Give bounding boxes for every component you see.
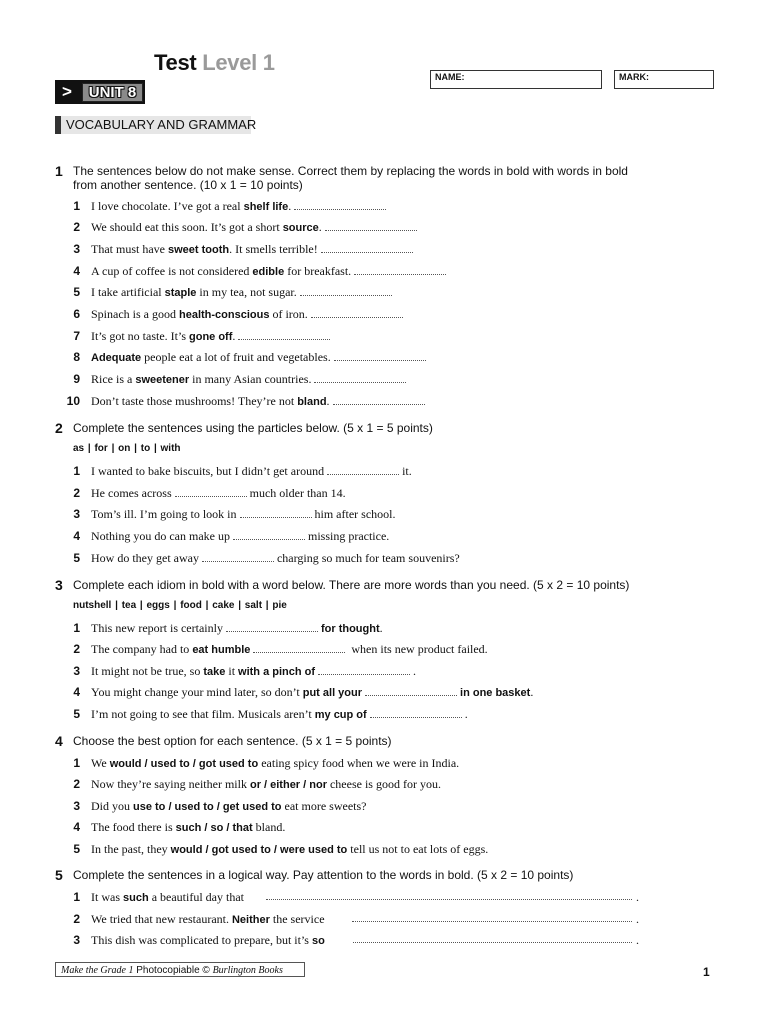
q1-item-number: 3 [73, 242, 80, 256]
answer-blank[interactable] [226, 623, 318, 632]
q1-item: Rice is a sweetener in many Asian countries. [91, 372, 409, 387]
answer-line[interactable] [266, 899, 632, 900]
q4-item: In the past, they would / got used to / were used to tell us not to eat lots of eggs. [91, 842, 489, 856]
q4-item-number: 4 [73, 820, 80, 834]
q1-item: Don’t taste those mushrooms! They’re not bland. [91, 394, 428, 409]
q4-item: We would / used to / got used to eating spicy food when we were in India. [91, 756, 460, 770]
test-title [154, 50, 275, 76]
q2-item-number: 4 [73, 529, 80, 543]
q3-item: The company had to eat humble when its new product failed. [91, 642, 488, 656]
q2-item-number: 2 [73, 486, 80, 500]
section-header [55, 116, 257, 134]
answer-blank[interactable] [202, 553, 274, 562]
q1-item-number: 5 [73, 285, 80, 299]
q3-item-number: 1 [73, 621, 80, 635]
q2-item: How do they get away charging so much for team souvenirs? [91, 551, 460, 565]
q1-instructions: The sentences below do not make sense. Correct them by replacing the words in bold with words in bold from another sentence. (10 x 1 = 10 points) [73, 164, 628, 192]
q3-word-bank: nutshell | tea | eggs | food | cake | salt | pie [73, 600, 287, 611]
q1-item-number: 7 [73, 329, 80, 343]
section-title: VOCABULARY AND GRAMMAR [66, 117, 257, 132]
answer-blank[interactable] [238, 331, 330, 340]
mark-label: MARK: [619, 72, 649, 82]
q4-number: 4 [55, 733, 63, 749]
q2-item-number: 1 [73, 464, 80, 478]
q1-number: 1 [55, 163, 63, 179]
q1-item: Spinach is a good health-conscious of iron. [91, 307, 406, 322]
answer-blank[interactable] [365, 687, 457, 696]
q3-item: I’m not going to see that film. Musicals aren’t my cup of . [91, 707, 468, 721]
answer-line[interactable] [352, 921, 632, 922]
q5-item: We tried that new restaurant. Neither the service [91, 912, 325, 926]
q3-item-number: 3 [73, 664, 80, 678]
q5-item-number: 3 [73, 933, 80, 947]
chevron-right-icon: > [62, 82, 72, 101]
name-label: NAME: [435, 72, 465, 82]
answer-blank[interactable] [300, 287, 392, 296]
section-bar [55, 116, 61, 134]
q1-item: I take artificial staple in my tea, not sugar. [91, 285, 395, 300]
q4-item-number: 3 [73, 799, 80, 813]
answer-blank[interactable] [233, 531, 305, 540]
title-level: Level 1 [202, 50, 275, 75]
q1-item: Adequate people eat a lot of fruit and vegetables. [91, 350, 429, 365]
q1-item-number: 2 [73, 220, 80, 234]
q4-item-number: 1 [73, 756, 80, 770]
answer-blank[interactable] [321, 244, 413, 253]
q1-item: A cup of coffee is not considered edible for breakfast. [91, 264, 449, 279]
q4-item-number: 5 [73, 842, 80, 856]
q1-item-number: 1 [73, 199, 80, 213]
publisher-name: Burlington Books [212, 965, 283, 976]
unit-box [82, 83, 143, 102]
q4-item: Now they’re saying neither milk or / either / nor cheese is good for you. [91, 777, 441, 791]
answer-blank[interactable] [240, 509, 312, 518]
q1-item: That must have sweet tooth. It smells terrible! [91, 242, 416, 257]
q4-item: Did you use to / used to / get used to eat more sweets? [91, 799, 367, 813]
q5-number: 5 [55, 867, 63, 883]
answer-blank[interactable] [294, 201, 386, 210]
unit-label: UNIT 8 [88, 84, 137, 101]
page-number: 1 [703, 965, 710, 979]
q1-item: I love chocolate. I’ve got a real shelf life. [91, 199, 389, 214]
q2-number: 2 [55, 420, 63, 436]
q2-item: I wanted to bake biscuits, but I didn’t get around it. [91, 464, 412, 478]
q1-item-number: 10 [66, 394, 80, 408]
name-field[interactable] [430, 70, 602, 89]
q5-item-number: 1 [73, 890, 80, 904]
q3-item-number: 5 [73, 707, 80, 721]
q1-item-number: 9 [73, 372, 80, 386]
q3-item-number: 2 [73, 642, 80, 656]
footer-credit [55, 962, 305, 977]
q2-item: Nothing you do can make up missing practice. [91, 529, 390, 543]
q2-item-number: 5 [73, 551, 80, 565]
period: . [636, 912, 639, 926]
q4-instructions: Choose the best option for each sentence. (5 x 1 = 5 points) [73, 734, 392, 748]
series-name: Make the Grade 1 [61, 965, 134, 976]
q2-word-bank: as | for | on | to | with [73, 443, 181, 454]
mark-field[interactable] [614, 70, 714, 89]
q2-item: Tom’s ill. I’m going to look in him after school. [91, 507, 396, 521]
q4-item: The food there is such / so / that bland. [91, 820, 286, 834]
q5-item-number: 2 [73, 912, 80, 926]
answer-blank[interactable] [318, 666, 410, 675]
copyright-text: Photocopiable © [133, 965, 213, 976]
answer-blank[interactable] [175, 488, 247, 497]
q5-instructions: Complete the sentences in a logical way. Pay attention to the words in bold. (5 x 2 = 10 points) [73, 868, 574, 882]
answer-line[interactable] [353, 942, 632, 943]
answer-blank[interactable] [354, 266, 446, 275]
q1-item-number: 6 [73, 307, 80, 321]
answer-blank[interactable] [325, 222, 417, 231]
answer-blank[interactable] [327, 466, 399, 475]
q5-item: It was such a beautiful day that [91, 890, 244, 904]
q3-instructions: Complete each idiom in bold with a word below. There are more words than you need. (5 x 2 = 10 points) [73, 578, 630, 592]
q3-number: 3 [55, 577, 63, 593]
q3-item: It might not be true, so take it with a pinch of . [91, 664, 417, 678]
q2-instructions: Complete the sentences using the particles below. (5 x 1 = 5 points) [73, 421, 433, 435]
q5-item: This dish was complicated to prepare, but it’s so [91, 933, 325, 947]
answer-blank[interactable] [334, 352, 426, 361]
period: . [636, 890, 639, 904]
q3-item: You might change your mind later, so don’t put all your in one basket. [91, 685, 534, 699]
q1-item-number: 4 [73, 264, 80, 278]
q1-item-number: 8 [73, 350, 80, 364]
answer-blank[interactable] [314, 374, 406, 383]
q3-item-number: 4 [73, 685, 80, 699]
q1-item: It’s got no taste. It’s gone off. [91, 329, 333, 344]
answer-blank[interactable] [333, 396, 425, 405]
q4-item-number: 2 [73, 777, 80, 791]
period: . [636, 933, 639, 947]
q1-item: We should eat this soon. It’s got a short source. [91, 220, 420, 235]
title-test: Test [154, 50, 197, 75]
unit-badge [55, 80, 145, 104]
answer-blank[interactable] [370, 709, 462, 718]
answer-blank[interactable] [253, 644, 345, 653]
answer-blank[interactable] [311, 309, 403, 318]
q2-item-number: 3 [73, 507, 80, 521]
q2-item: He comes across much older than 14. [91, 486, 346, 500]
q3-item: This new report is certainly for thought. [91, 621, 383, 635]
